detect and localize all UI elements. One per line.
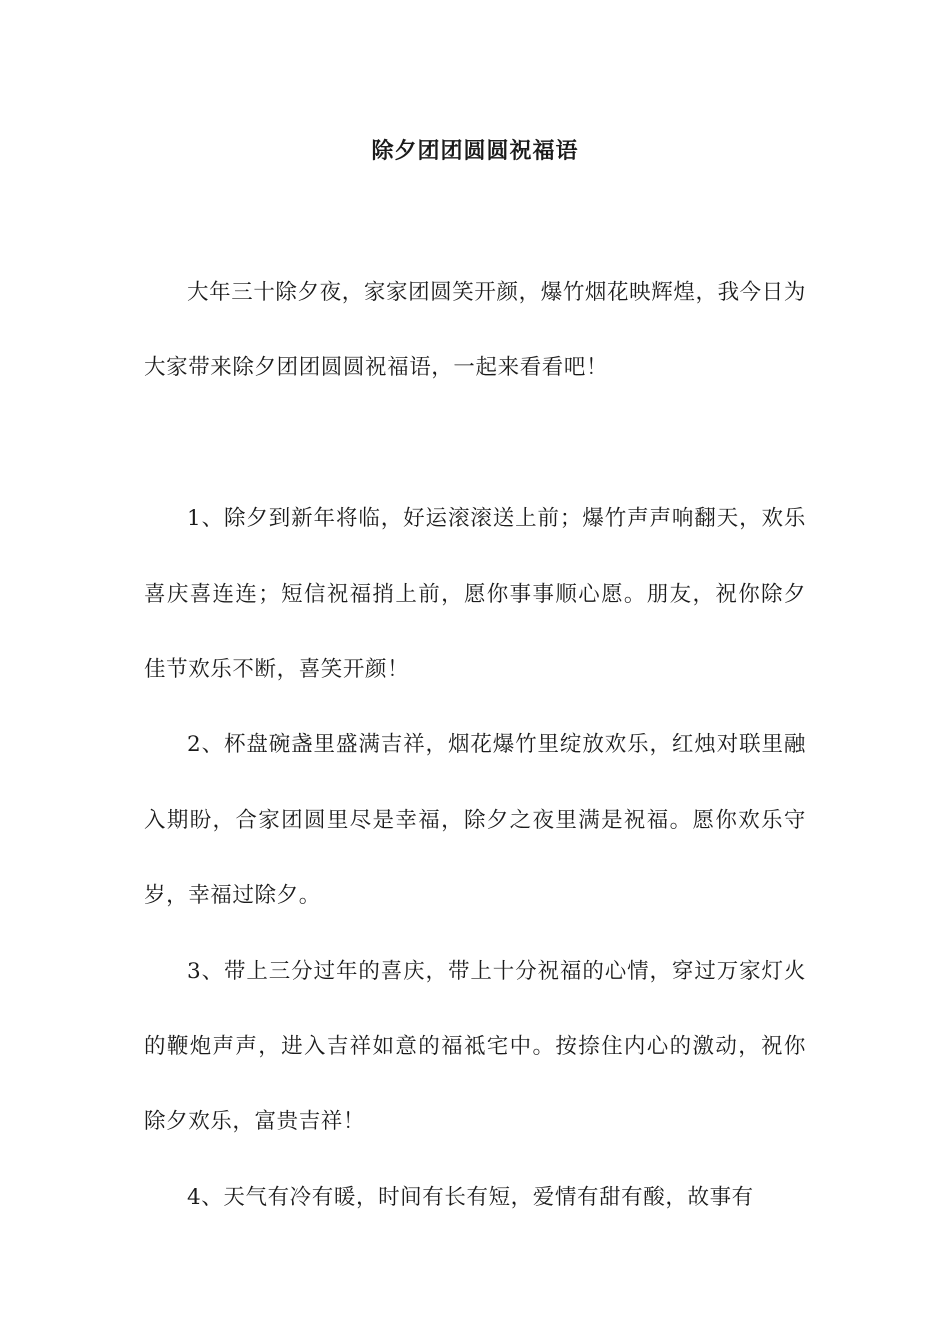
greeting-paragraph-4: 4、天气有冷有暖，时间有长有短，爱情有甜有酸，故事有	[187, 1184, 754, 1210]
document-title: 除夕团团圆圆祝福语	[371, 139, 579, 164]
greeting-paragraph-2: 2、杯盘碗盏里盛满吉祥，烟花爆竹里绽放欢乐，红烛对联里融入期盼，合家团圆里尽是幸福，除夕之夜里满是祝福。愿你欢乐守岁，幸福过除夕。	[144, 732, 806, 909]
document-body	[144, 255, 806, 1235]
greeting-paragraph-1: 1、除夕到新年将临，好运滚滚送上前；爆竹声声响翻天，欢乐喜庆喜连连；短信祝福捎上前，愿你事事顺心愿。朋友，祝你除夕佳节欢乐不断，喜笑开颜！	[144, 506, 806, 683]
intro-paragraph: 大年三十除夕夜，家家团圆笑开颜，爆竹烟花映辉煌，我今日为大家带来除夕团团圆圆祝福语，一起来看看吧！	[144, 280, 806, 381]
greeting-paragraph-3: 3、带上三分过年的喜庆，带上十分祝福的心情，穿过万家灯火的鞭炮声声，进入吉祥如意的福祗宅中。按捺住内心的激动，祝你除夕欢乐，富贵吉祥！	[144, 958, 806, 1135]
paragraph-spacer	[144, 406, 806, 481]
